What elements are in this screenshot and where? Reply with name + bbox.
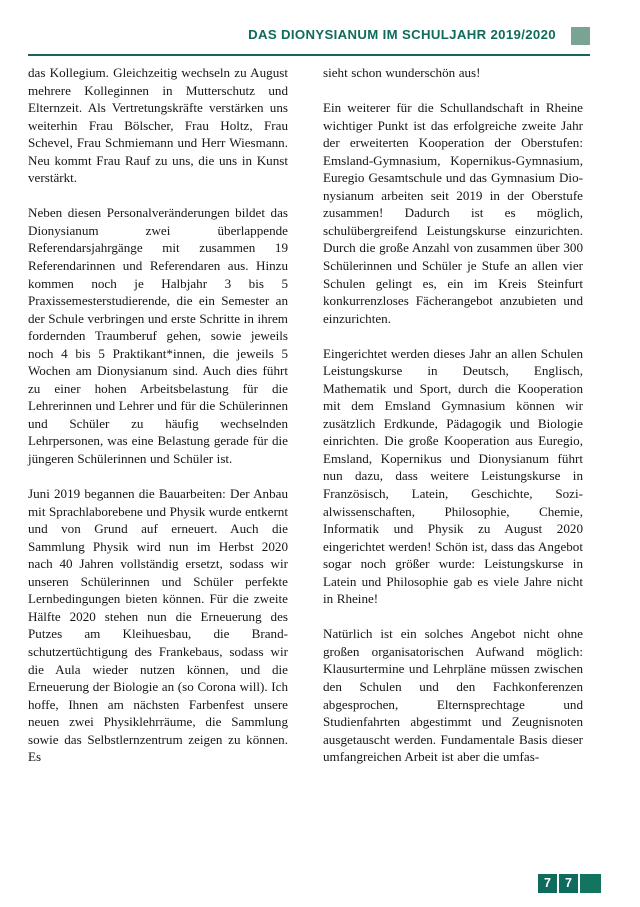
running-header-title: DAS DIONYSIANUM IM SCHULJAHR 2019/2020 (248, 27, 556, 42)
paragraph: Neben diesen Personalveränderungen bildet das Dionysianum zwei überlappende Referendarsjahrgänge mit zusammen 19 Referendarinnen und Referendaren aus. Hinzu kommen noch je Halbjahr 3 bis 5 Praxissemesterstudierende, die ein Semester an der Schule verbringen und erste Schritte in ihrem fordernden Traumberuf gehen, sowie jeweils noch 4 bis 5 Praktikant*innen, die jeweils 5 Wochen am Dionysianum sind. Auch dies führt zu einer hohen Arbeitsbelastung für die Lehrerinnen und Lehrer und für die Schülerinnen und Schüler zu häufig wechselnden Lehrpersonen, was eine Belastung gerade für die jüngeren Schülerinnen und Schüler ist. (28, 205, 288, 466)
page-number-digit: 7 (538, 874, 557, 893)
paragraph: Natürlich ist ein solches Angebot nicht ohne großen organisatorischen Aufwand möglich: Klausurtermine und Lehrpläne müssen zwischen den Schulen und den Fachkonferenzen abgesprochen, Elternsprechtage und Studienfahrten abgestimmt und Zeugnisnoten ausgetauscht werden. Fundamentale Basis dieser umfangreichen Arbeit ist aber die umfas- (323, 626, 583, 765)
paragraph: Eingerichtet werden dieses Jahr an allen Schulen Leistungskurse in Deutsch, Englisch, Mathematik und Sport, durch die Kooperation mit dem Emsland Gymnasium können wir zusätzlich Erdkunde, Pädagogik und Biologie einrichten. Die große Kooperation aus Euregio, Emsland, Kopernikus und Dionysianum führt nun dazu, dass weitere Leistungskurse in Französisch, Latein, Geschichte, Sozialwissenschaften, Philosophie, Chemie, Informatik und Physik zu August 2020 eingerichtet werden! Schön ist, dass das Angebot sogar noch größer wurde: Leistungskurse in Latein und Philosophie gab es viele Jahre nicht in Rheine! (323, 345, 583, 607)
header-rule-divider (28, 54, 590, 56)
paragraph: Juni 2019 begannen die Bauarbeiten: Der Anbau mit Sprachlaborebene und Physik wurde entkernt und von Grund auf erneuert. Auch die Sammlung Physik wird nun im Herbst 2020 nach 40 Jahren vollständig ersetzt, sodass wir unseren Schülerinnen und Schüler perfekte Lernbedingungen bieten können. Für die zweite Hälfte 2020 stehen nun die Erneuerung des Putzes am Kleihuesbau, die Brandschutzertüchtigung des Frankebaus, sodass wir die Aula wieder nutzen können, und die Erneuerung der Biologie an (so Corona will). Ich hoffe, Ihnen am nächsten Farbenfest unsere neuen zwei Physiklehrräume, die Sammlung sowie das Selbstlernzentrum zeigen zu können. Es (28, 486, 288, 765)
page-number-folio (538, 874, 601, 893)
paragraph: Ein weiterer für die Schullandschaft in Rheine wichtiger Punkt ist das erfolgreiche zweite Jahr der erweiterten Kooperation der Oberstufen: Emsland-Gymnasium, Kopernikus-Gymnasium, Euregio Gesamtschule und das Gymnasium Dionysianum arbeiten seit 2019 in der Oberstufe zusammen! Dadurch ist es möglich, schulübergreifend Leistungskurse einzurichten. Durch die große Anzahl von zusammen über 300 Schülerinnen und Schüler je Stufe an allen vier Schulen gelingt es, ein im Kreis Steinfurt konkurrenzloses Fächerangebot anzubieten und einzurichten. (323, 100, 583, 326)
page-number-digit: 7 (559, 874, 578, 893)
body-text-columns (28, 64, 583, 864)
paragraph: sieht schon wunderschön aus! (323, 65, 481, 80)
text-column-left (28, 64, 288, 766)
running-header (28, 26, 590, 52)
text-column-right (323, 64, 583, 766)
header-decorative-square (571, 27, 590, 45)
paragraph: das Kollegium. Gleichzeitig wechseln zu August mehrere Kolleginnen in Mutterschutz und Elternzeit. Als Vertretungskräfte verstärken uns weiterhin Frau Bölscher, Frau Holtz, Frau Schevel, Frau Schmiemann und Herr Wiesmann. Neu kommt Frau Rauf zu uns, die uns in Kunst verstärkt. (28, 65, 288, 186)
folio-decorative-square (580, 874, 601, 893)
